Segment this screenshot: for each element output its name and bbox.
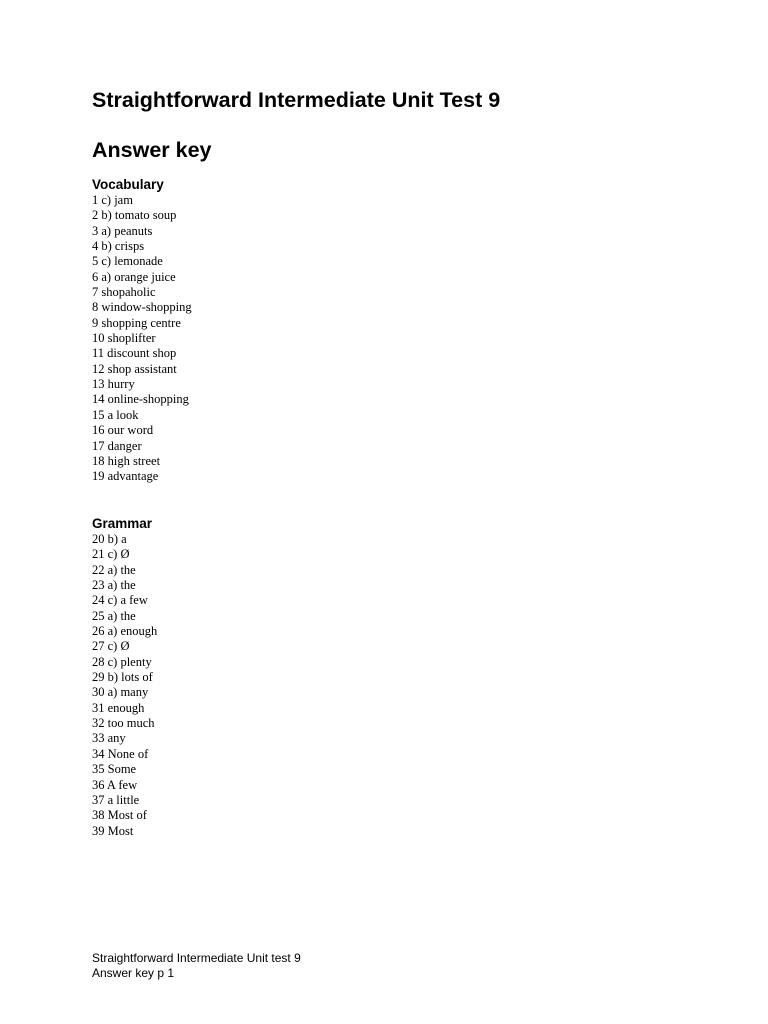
answer-item: 34 None of — [92, 746, 149, 761]
answer-item: 28 c) plenty — [92, 654, 152, 669]
answer-item: 1 c) jam — [92, 193, 133, 207]
answer-item: 22 a) the — [92, 562, 136, 577]
vocabulary-section — [92, 177, 192, 485]
answer-item: 27 c) Ø — [92, 639, 130, 654]
answer-item: 14 online-shopping — [92, 392, 189, 407]
vocabulary-list — [92, 193, 192, 485]
answer-item: 13 hurry — [92, 377, 135, 392]
answer-item: 37 a little — [92, 792, 140, 807]
answer-item: 23 a) the — [92, 578, 136, 593]
answer-item: 4 b) crisps — [92, 239, 145, 254]
answer-item: 35 Some — [92, 762, 137, 777]
footer-title: Straightforward Intermediate Unit test 9 — [92, 951, 301, 965]
answer-item: 36 A few — [92, 777, 138, 792]
vocabulary-heading: Vocabulary — [92, 177, 164, 192]
answer-item: 21 c) Ø — [92, 547, 130, 562]
answer-item: 30 a) many — [92, 685, 149, 700]
answer-item: 8 window-shopping — [92, 300, 192, 315]
answer-item: 17 danger — [92, 438, 142, 453]
answer-item: 6 a) orange juice — [92, 269, 176, 284]
page-footer — [92, 951, 301, 981]
grammar-heading: Grammar — [92, 516, 153, 531]
answer-item: 12 shop assistant — [92, 361, 177, 376]
grammar-list — [92, 532, 157, 839]
answer-item: 16 our word — [92, 423, 154, 438]
answer-item: 18 high street — [92, 453, 161, 468]
answer-item: 10 shoplifter — [92, 331, 156, 346]
answer-item: 31 enough — [92, 700, 145, 715]
answer-item: 24 c) a few — [92, 593, 148, 608]
grammar-section — [92, 516, 157, 839]
answer-item: 20 b) a — [92, 532, 127, 546]
answer-item: 32 too much — [92, 716, 155, 731]
answer-item: 9 shopping centre — [92, 315, 181, 330]
answer-item: 7 shopaholic — [92, 285, 156, 300]
answer-item: 19 advantage — [92, 469, 159, 484]
answer-item: 3 a) peanuts — [92, 223, 153, 238]
document-title: Straightforward Intermediate Unit Test 9 — [92, 88, 501, 112]
answer-item: 33 any — [92, 731, 126, 746]
footer-page-label: Answer key p 1 — [92, 966, 175, 980]
answer-item: 26 a) enough — [92, 624, 158, 639]
answer-item: 38 Most of — [92, 808, 147, 823]
answer-item: 11 discount shop — [92, 346, 177, 361]
document-subtitle: Answer key — [92, 138, 212, 162]
answer-item: 29 b) lots of — [92, 670, 153, 685]
answer-item: 2 b) tomato soup — [92, 208, 177, 223]
answer-item: 25 a) the — [92, 608, 136, 623]
answer-item: 15 a look — [92, 407, 139, 422]
answer-item: 5 c) lemonade — [92, 254, 163, 269]
answer-item: 39 Most — [92, 823, 134, 838]
